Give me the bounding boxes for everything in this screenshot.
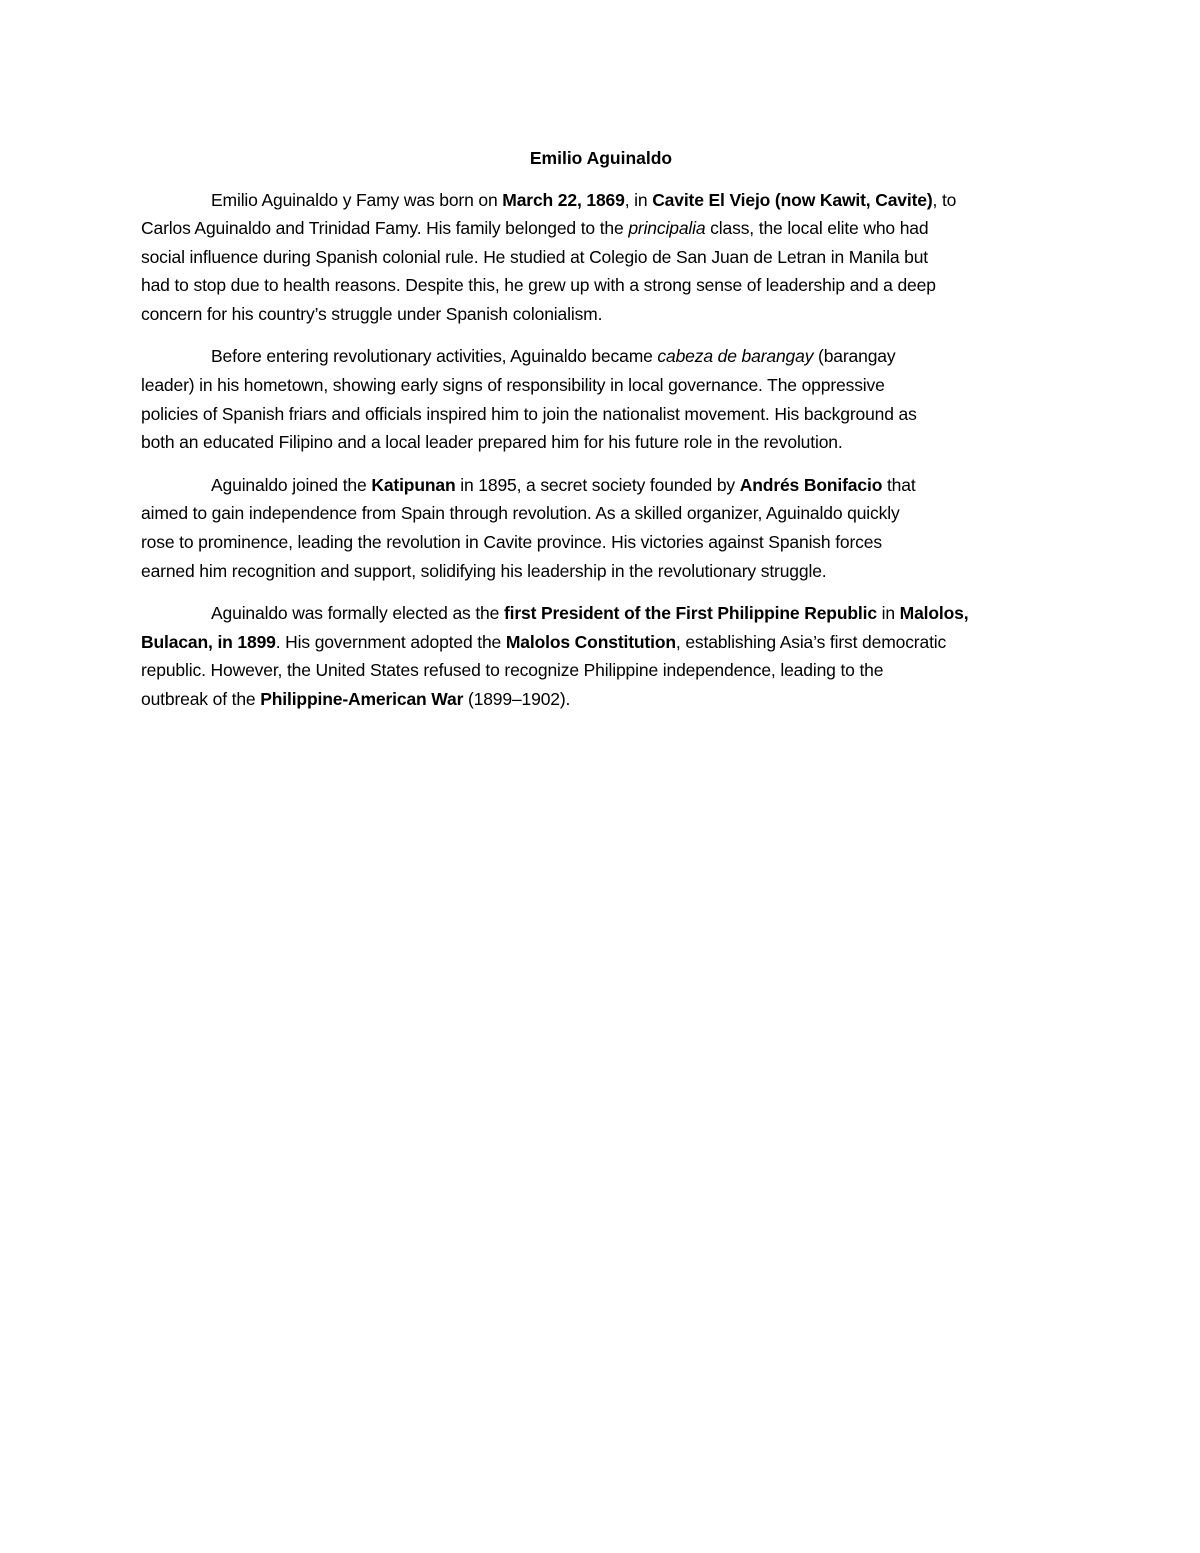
body-paragraph [141,471,1061,585]
paragraph-line [141,186,1061,215]
bold-text: March 22, 1869 [502,189,625,210]
text-run: social influence during Spanish colonial rule. He studied at Colegio de San Juan de Letran in Manila but [141,246,928,267]
body-paragraph [141,342,1061,456]
text-run: leader) in his hometown, showing early signs of responsibility in local governance. The oppressive [141,375,885,396]
paragraph-line [141,300,1061,329]
text-run: , to [932,189,957,210]
paragraph-line [141,214,1061,243]
paragraph-line [141,599,1061,628]
text-run: both an educated Filipino and a local leader prepared him for his future role in the revolution. [141,432,843,453]
text-run: earned him recognition and support, solidifying his leadership in the revolutionary struggle. [141,560,827,581]
text-run: had to stop due to health reasons. Despite this, he grew up with a strong sense of leadership and a deep [141,275,936,296]
text-run: (1899–1902). [463,689,571,709]
text-run: that [882,474,916,495]
paragraph-line [141,371,1061,400]
text-run: Aguinaldo joined the [211,474,372,495]
text-run: Aguinaldo was formally elected as the [211,603,504,624]
italic-text: principalia [628,218,706,239]
text-run: . His government adopted the [275,631,506,652]
bold-text: Katipunan [371,474,456,495]
paragraph-line [141,557,1061,586]
text-run: outbreak of the [141,689,261,709]
text-run: in [876,603,900,624]
paragraph-list [141,186,1061,714]
text-run: in 1895, a secret society founded by [455,474,740,495]
text-run: Before entering revolutionary activities, Aguinaldo became [211,346,658,367]
document-title: Emilio Aguinaldo [529,148,673,168]
text-run: Emilio Aguinaldo y Famy was born on [211,189,503,210]
paragraph-line [141,656,1061,685]
text-run: class, the local elite who had [705,218,929,239]
bold-text: Malolos, [899,603,969,624]
paragraph-line [141,471,1061,500]
text-run: , establishing Asia’s first democratic [675,631,947,652]
paragraph-line [141,243,1061,272]
bold-text: Andrés Bonifacio [739,474,883,495]
paragraph-line [141,428,1061,457]
paragraph-line [141,528,1061,557]
paragraph-line [141,499,1061,528]
body-paragraph [141,186,1061,329]
text-run: rose to prominence, leading the revolution in Cavite province. His victories against Spanish forces [141,532,882,553]
bold-text: first President of the First Philippine Republic [503,603,877,624]
bold-text: Cavite El Viejo (now Kawit, Cavite) [652,189,933,210]
text-run: , in [624,189,653,210]
paragraph-line [141,628,1061,657]
text-run: Carlos Aguinaldo and Trinidad Famy. His family belonged to the [141,218,629,239]
text-run: policies of Spanish friars and officials inspired him to join the nationalist movement. His background as [141,403,917,424]
paragraph-line [141,342,1061,371]
text-run: (barangay [813,346,896,367]
text-run: aimed to gain independence from Spain through revolution. As a skilled organizer, Aguinaldo quickly [141,503,900,524]
bold-text: Philippine-American War [260,689,464,709]
italic-text: cabeza de barangay [657,346,814,367]
text-run: republic. However, the United States refused to recognize Philippine independence, leading to the [141,660,884,681]
paragraph-line [141,685,1061,714]
bold-text: Bulacan, in 1899 [141,631,276,652]
document-body [141,144,1061,728]
bold-text: Malolos Constitution [505,631,676,652]
text-run: concern for his country’s struggle under Spanish colonialism. [141,303,603,324]
paragraph-line [141,271,1061,300]
paragraph-line [141,400,1061,429]
body-paragraph [141,599,1061,713]
